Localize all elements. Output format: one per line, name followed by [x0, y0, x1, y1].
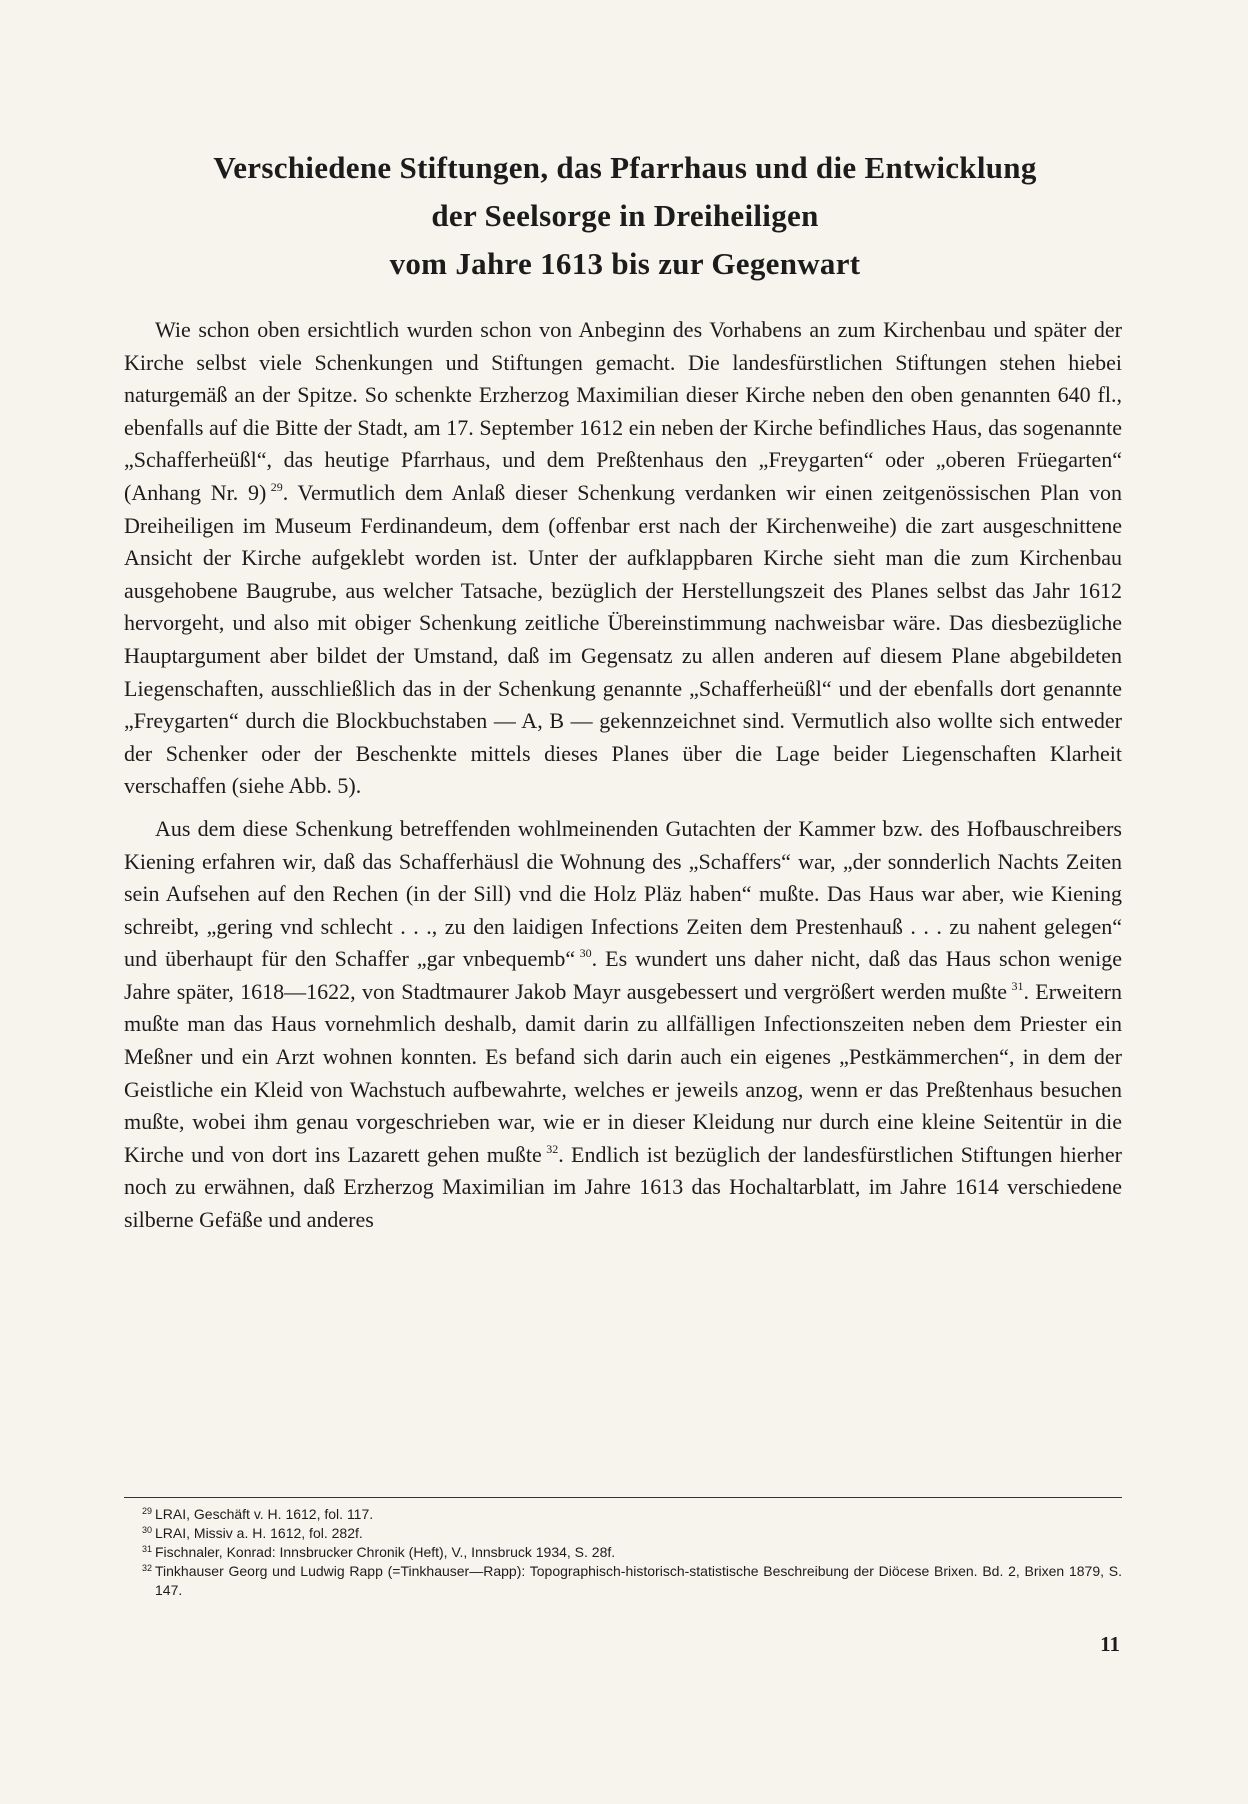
paragraph-2-part-4: . Endlich ist bezüglich der landesfürstlichen Stiftungen hierher noch zu erwähnen, daß Erzherzog Maximilian im Jahre 1613 das Hochaltarblatt, im Jahre 1614 verschiedene silberne Gefäße und anderes — [124, 1141, 1122, 1233]
title-line-1: Verschiedene Stiftungen, das Pfarrhaus und die Entwicklung — [213, 150, 1037, 185]
paragraph-1-part-1: Wie schon oben ersichtlich wurden schon von Anbeginn des Vorhabens an zum Kirchenbau und später der Kirche selbst viele Schenkungen und Stiftungen gemacht. Die landesfürstlichen Stiftungen stehen hiebei naturgemäß an der Spitze. So schenkte Erzherzog Maximilian dieser Kirche neben den oben genannten 640 fl., ebenfalls auf die Bitte der Stadt, am 17. September 1612 ein neben der Kirche befindliches Haus, das sogenannte „Schafferheüßl“, das heutige Pfarrhaus, und dem Preßtenhaus den „Freygarten“ oder „oberen Früegarten“ (Anhang Nr. 9) — [124, 317, 1122, 505]
paragraph-2-part-2: . Es wundert uns daher nicht, daß das Haus schon wenige Jahre später, 1618—1622, von Stadtmaurer Jakob Mayr ausgebessert und vergrößert werden mußte — [124, 946, 1122, 1004]
footnote-text: Tinkhauser Georg und Ludwig Rapp (=Tinkhauser—Rapp): Topographisch-historisch-statistische Beschreibung der Diöcese Brixen. Bd. 2, Brixen 1879, S. 147. — [155, 1563, 1122, 1598]
footnote-divider — [124, 1497, 1122, 1498]
footnote-30 — [124, 1524, 1122, 1543]
footnote-ref-32[interactable]: 32 — [546, 1141, 559, 1156]
footnote-ref-31[interactable]: 31 — [1011, 978, 1024, 993]
footnote-text: LRAI, Geschäft v. H. 1612, fol. 117. — [155, 1506, 374, 1522]
footnote-ref-30[interactable]: 30 — [579, 946, 592, 961]
title-line-2: der Seelsorge in Dreiheiligen — [431, 198, 819, 233]
footnote-number: 29 — [142, 1506, 153, 1516]
footnote-31 — [124, 1543, 1122, 1562]
title-line-3: vom Jahre 1613 bis zur Gegenwart — [389, 246, 861, 281]
paragraph-2 — [124, 813, 1122, 1237]
paragraph-1-part-2: . Vermutlich dem Anlaß dieser Schenkung verdanken wir einen zeitgenössischen Plan von Dreiheiligen im Museum Ferdinandeum, dem (offenbar erst nach der Kirchenweihe) die zart ausgeschnittene Ansicht der Kirche aufgeklebt worden ist. Unter der aufklappbaren Kirche sieht man die zum Kirchenbau ausgehobene Baugrube, aus welcher Tatsache, bezüglich der Herstellungszeit des Planes selbst das Jahr 1612 hervorgeht, und also mit obiger Schenkung zeitliche Übereinstimmung nachweisbar wäre. Das diesbezügliche Hauptargument aber bildet der Umstand, daß im Gegensatz zu allen anderen auf diesem Plane abgebildeten Liegenschaften, ausschließlich das in der Schenkung genannte „Schafferheüßl“ und der ebenfalls dort genannte „Freygarten“ durch die Blockbuchstaben — A, B — gekennzeichnet sind. Vermutlich also wollte sich entweder der Schenker oder der Beschenkte mittels dieses Planes über die Lage beider Liegenschaften Klarheit verschaffen (siehe Abb. 5). — [124, 479, 1122, 799]
paragraph-2-part-3: . Erweitern mußte man das Haus vornehmlich deshalb, damit darin zu allfälligen Infectionszeiten neben dem Priester ein Meßner und ein Arzt wohnen konnten. Es befand sich darin auch ein eigenes „Pestkämmerchen“, in dem der Geistliche ein Kleid von Wachstuch aufbewahrte, welches er jeweils anzog, wenn er das Preßtenhaus besuchen mußte, wobei ihm genau vorgeschrieben war, wie er in dieser Kleidung nur durch eine kleine Seitentür in die Kirche und von dort ins Lazarett gehen mußte — [124, 978, 1123, 1167]
body-text — [124, 314, 1122, 1237]
footnote-ref-29[interactable]: 29 — [270, 479, 283, 494]
paragraph-1 — [124, 314, 1122, 803]
page-number: 11 — [1100, 1632, 1120, 1656]
footnote-number: 30 — [142, 1525, 153, 1535]
footnote-text: Fischnaler, Konrad: Innsbrucker Chronik (Heft), V., Innsbruck 1934, S. 28f. — [155, 1544, 616, 1560]
footnote-number: 31 — [142, 1544, 153, 1554]
footnote-text: LRAI, Missiv a. H. 1612, fol. 282f. — [155, 1525, 363, 1541]
footnote-32 — [124, 1562, 1122, 1600]
footnote-number: 32 — [142, 1563, 153, 1573]
paragraph-2-part-1: Aus dem diese Schenkung betreffenden wohlmeinenden Gutachten der Kammer bzw. des Hofbauschreibers Kiening erfahren wir, daß das Schafferhäusl die Wohnung des „Schaffers“ war, „der sonnderlich Nachts Zeiten sein Aufsehen auf den Rechen (in der Sill) vnd die Holz Pläz haben“ mußte. Das Haus war aber, wie Kiening schreibt, „gering vnd schlecht . . ., zu den laidigen Infections Zeiten dem Prestenhauß . . . zu nahent gelegen“ und überhaupt für den Schaffer „gar vnbequemb“ — [124, 815, 1122, 972]
chapter-title — [120, 144, 1130, 288]
footnote-29 — [124, 1505, 1122, 1524]
footnotes — [124, 1505, 1122, 1600]
